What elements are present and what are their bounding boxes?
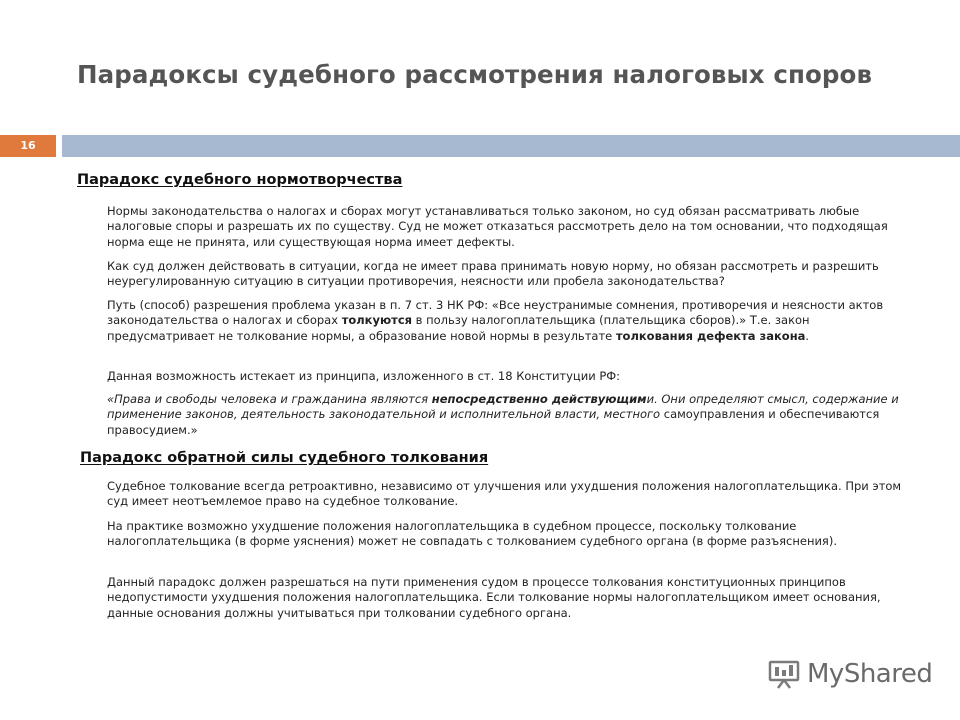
text-run: Путь (способ) разрешения проблема указан в п. 7 ст. 3 НК РФ: «Все неустранимые сомнения, противоречия и неясности актов законодательства о налогах и сборах: [107, 298, 884, 328]
section-heading-norm-making: Парадокс судебного нормотворчества: [77, 172, 403, 188]
paragraph: Нормы законодательства о налогах и сборах могут устанавливаться только законом, но суд обязан рассматривать любые налоговые споры и разрешать их по существу. Суд не может отказаться рассмотреть дело на том основании, что подходящая норма еще не принята, или существующая норма имеет дефекты.: [107, 204, 888, 249]
italic-text: и. Они определяют смысл, содержание и применение законов, деятельность законодательной и исполнительной власти, местного: [107, 392, 899, 422]
quote-paragraph: [107, 392, 907, 438]
paragraph: На практике возможно ухудшение положения налогоплательщика в судебном процессе, поскольку толкование налогоплательщика (в форме уяснения) может не совпадать с толкованием судебного органа (в форме разъяснения).: [107, 519, 837, 549]
italic-text: «Права и свободы человека и гражданина являются: [107, 392, 432, 406]
watermark-logo: [767, 654, 932, 694]
section-heading-retroactivity: Парадокс обратной силы судебного толкования: [80, 450, 489, 466]
slide-title: Парадоксы судебного рассмотрения налоговых споров: [77, 60, 873, 89]
paragraph: Судебное толкование всегда ретроактивно, независимо от улучшения или ухудшения положения налогоплательщика. При этом суд имеет неотъемлемое право на судебное толкование.: [107, 479, 902, 509]
watermark-text: MyShared: [807, 659, 933, 689]
header-band: [62, 135, 960, 157]
bold-text: толкования дефекта закона: [615, 328, 806, 343]
slide-number: 16: [0, 135, 56, 157]
text-run: самоуправления и обеспечиваются правосудием.»: [107, 407, 880, 437]
paragraph: [107, 298, 907, 344]
paragraph: Как суд должен действовать в ситуации, когда не имеет права принимать новую норму, но обязан рассмотреть и разрешить неурегулированную ситуацию в ситуации противоречия, неясности или пробела законодательства?: [107, 259, 879, 289]
text-run: .: [805, 328, 810, 343]
presentation-icon: [767, 657, 801, 691]
bold-text: толкуются: [341, 313, 413, 328]
text-run: в пользу налогоплательщика (плательщика сборов).» Т.е. закон предусматривает не толкование нормы, а образование новой нормы в результате: [107, 313, 810, 343]
paragraph: Данная возможность истекает из принципа, изложенного в ст. 18 Конституции РФ:: [107, 369, 621, 383]
bold-italic-text: непосредственно действующим: [431, 392, 647, 406]
paragraph: Данный парадокс должен разрешаться на пути применения судом в процессе толкования конституционных принципов недопустимости ухудшения положения налогоплательщика. Если толкование нормы налогоплательщиком имеет основания, данные основания должны учитываться при толковании судебного органа.: [107, 575, 881, 620]
